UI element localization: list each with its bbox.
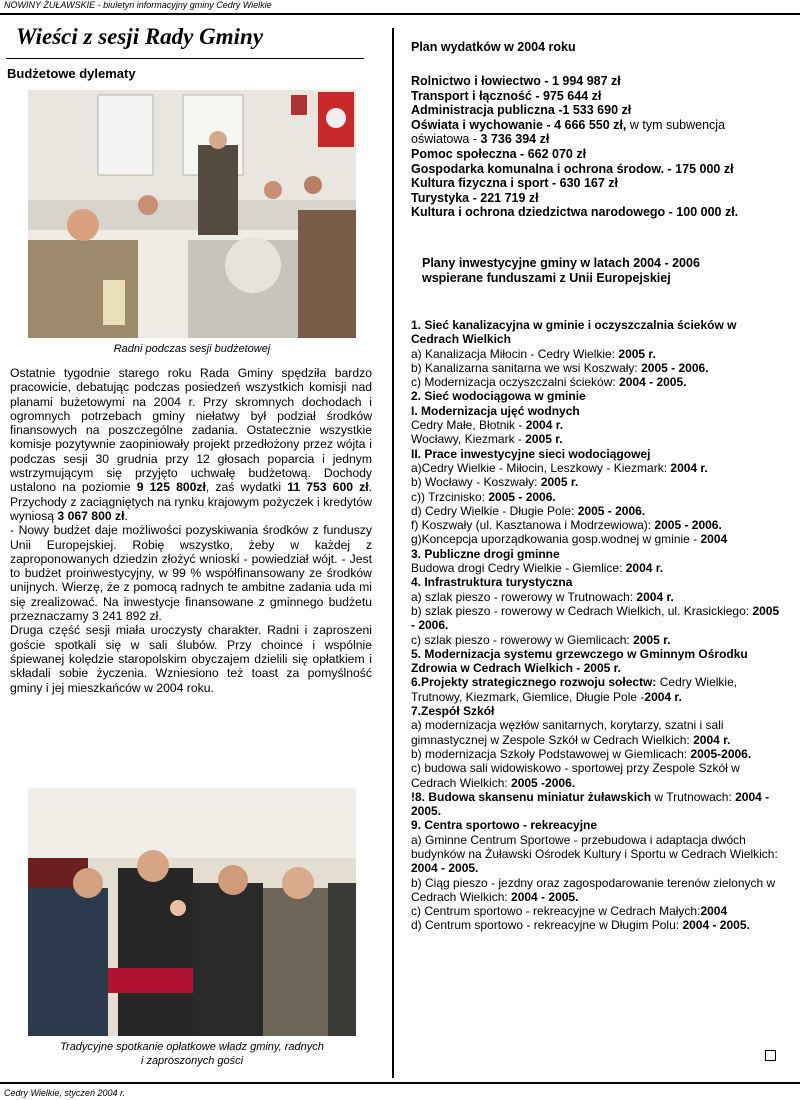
column-divider [392,28,394,1078]
list-item: c)) Trzcinisko: 2005 - 2006. [411,489,556,504]
budget-heading: Plan wydatków w 2004 roku [411,40,576,54]
list-item: f) Koszwały (ul. Kasztanowa i Modrzewiowa): 2005 - 2006. [411,518,722,533]
list-item: !8. Budowa skansenu miniatur żuławskich w Trutnowach: 2004 - 2005. [411,789,770,819]
list-item: c) Centrum sportowo - rekreacyjne w Cedrach Małych:2004 [411,904,728,919]
budget-list [411,74,783,220]
title-rule [6,58,364,59]
list-item: d) Centrum sportowo - rekreacyjne w Długim Polu: 2004 - 2005. [411,918,750,933]
budget-item: Transport i łączność - 975 644 zł [411,88,602,103]
list-item: b) szlak pieszo - rowerowy w Cedrach Wielkich, ul. Krasickiego: 2005 - 2006. [411,603,780,633]
section-heading: 4. Infrastruktura turystyczna [411,575,573,590]
article-subtitle: Budżetowe dylematy [7,66,136,81]
list-item: c) szlak pieszo - rowerowy w Giemlicach: 2005 r. [411,632,671,647]
list-item: d) Cedry Wielkie - Długie Pole: 2005 - 2006. [411,503,646,518]
list-item: b) Ciąg pieszo - jezdny oraz zagospodarowanie terenów zielonych w Cedrach Wielkich: 2004 - 2005. [411,875,776,904]
budget-item: Kultura fizyczna i sport - 630 167 zł [411,176,619,191]
list-item: g)Koncepcja uporządkowania gosp.wodnej w gminie - 2004 [411,532,728,547]
list-item: c) budowa sali widowiskowo - sportowej przy Zespole Szkół w Cedrach Wielkich: 2005 -2006. [411,761,740,790]
list-item: a) Kanalizacja Miłocin - Cedry Wielkie: 2005 r. [411,346,656,361]
investment-list [411,318,783,933]
budget-item: Oświata i wychowanie - 4 666 550 zł, w tym subwencja oświatowa - 3 736 394 zł [411,117,726,147]
photo2-caption [14,1040,370,1069]
budget-item: Turystyka - 221 719 zł [411,190,539,205]
newsletter-footer: Cedry Wielkie, styczeń 2004 r. [4,1088,126,1098]
paragraph-1: Ostatnie tygodnie starego roku Rada Gminy spędziła bardzo pracowicie, debatując podczas posiedzeń wszystkich komisji nad planami bużetowymi na 2004 r. Przy skromnych dochodach i ogromnych potrzebach gminy niełatwy był podział środków finansowych na poszczególne zadania. Ostatecznie wszystkie komisje pozytywnie zaopiniowały projekt przedłożony przez wójta i podczas sesji 30 grudnia przy 12 głosach poparcia i jednym wstrzymującym się przyjęto uchwałę budżetową. Dochody ustalono na poziomie 9 125 800zł, zaś wydatki 11 753 600 zł. Przychody z zaciągniętych na rynku krajowym pożyczek i kredytów wyniosą 3 067 800 zł. [10,366,372,523]
list-item: a) szlak pieszo - rowerowy w Trutnowach: 2004 r. [411,589,674,604]
budget-item: Rolnictwo i łowiectwo - 1 994 987 zł [411,74,621,88]
paragraph-3: Druga część sesji miała uroczysty charakter. Radni i zaproszeni goście spotkali się w sali ślubów. Przy choince i wspólnie śpiewanej kolędzie staropolskim obyczajem dzielili się opłatkiem i składali sobie życzenia. Wzniesiono też toast za pomyślność gminy i jej mieszkańców w 2004 roku. [10,623,372,695]
article-body [10,366,372,695]
budget-item: Pomoc społeczna - 662 070 zł [411,146,587,161]
list-item: a) Gminne Centrum Sportowe - przebudowa i adaptacja dwóch budynków na Żuławski Ośrodek Kultury i Sportu w Cedrach Wielkich: 2004 - 2005. [411,832,778,876]
budget-item: Administracja publiczna -1 533 690 zł [411,103,632,118]
section-heading: 7.Zespół Szkół [411,704,495,719]
list-item: Wocławy, Kiezmark - 2005 r. [411,432,563,447]
list-item: b) Wocławy - Koszwały: 2005 r. [411,475,579,490]
list-item: b) Kanalizarna sanitarna we wsi Koszwały: 2005 - 2006. [411,360,709,375]
paragraph-2: - Nowy budżet daje możliwości pozyskiwania środków z funduszy Unii Europejskiej. Robię wszystko, żeby w każdej z zaproponowanych dziedzin złożyć wnioski - powiedział wójt. - Jest to budżet proinwestycyjny, w 99 % współfinansowany ze środków unijnych. Wierzę, że z pomocą radnych te ambitne zadania uda mi się zrealizować. Na inwestycje finansowane z gminnego budżetu przeznaczamy 3 241 892 zł. [10,523,372,624]
header-rule [0,13,800,15]
end-mark-icon [765,1050,776,1061]
christmas-meeting-photo [28,788,356,1036]
article-title: Wieści z sesji Rady Gminy [16,24,264,49]
list-item: a) modernizacja węzłów sanitarnych, korytarzy, szatni i sali gimnastycznej w Zespole Szkół w Cedrach Wielkich: 2004 r. [411,718,731,747]
list-item: Budowa drogi Cedry Wielkie - Giemlice: 2004 r. [411,561,664,576]
photo2-caption-line1: Tradycyjne spotkanie opłatkowe władz gminy, radnych [60,1041,324,1053]
investment-heading: Plany inwestycyjne gminy w latach 2004 - 2006 wspierane funduszami z Unii Europejskiej [422,256,700,285]
subsection-heading: I. Modernizacja ujęć wodnych [411,403,580,418]
section-heading: 9. Centra sportowo - rekreacyjne [411,818,598,833]
section-heading: 3. Publiczne drogi gminne [411,546,560,561]
list-item: a)Cedry Wielkie - Miłocin, Leszkowy - Kiezmark: 2004 r. [411,460,708,475]
section-heading: 1. Sieć kanalizacyjna w gminie i oczyszczalnia ścieków w Cedrach Wielkich [411,318,737,347]
section-heading: 5. Modernizacja systemu grzewczego w Gminnym Ośrodku Zdrowia w Cedrach Wielkich - 2005 r. [411,646,748,676]
subsection-heading: II. Prace inwestycyjne sieci wodociągowej [411,446,651,461]
newsletter-header: NOWINY ŻUŁAWSKIE - biuletyn informacyjny gminy Cedry Wielkie [4,0,272,10]
budget-item: Kultura i ochrona dziedzictwa narodowego - 100 000 zł. [411,205,739,220]
photo2-caption-line2: i zaproszonych gości [140,1055,244,1068]
list-item: Cedry Małe, Błotnik - 2004 r. [411,418,564,433]
footer-rule [0,1082,800,1084]
budget-item: Gospodarka komunalna i ochrona środow. - 175 000 zł [411,161,734,176]
list-item: 6.Projekty strategicznego rozwoju sołectw: Cedry Wielkie, Trutnowy, Kiezmark, Giemlice, Długie Pole -2004 r. [411,675,738,704]
list-item: c) Modernizacja oczyszczalni ścieków: 2004 - 2005. [411,375,687,390]
section-heading: 2. Sieć wodociągowa w gminie [411,389,586,404]
photo1-caption: Radni podczas sesji budżetowej [113,343,271,355]
council-session-photo [28,90,356,338]
list-item: b) modernizacja Szkoły Podstawowej w Giemlicach: 2005-2006. [411,746,752,761]
